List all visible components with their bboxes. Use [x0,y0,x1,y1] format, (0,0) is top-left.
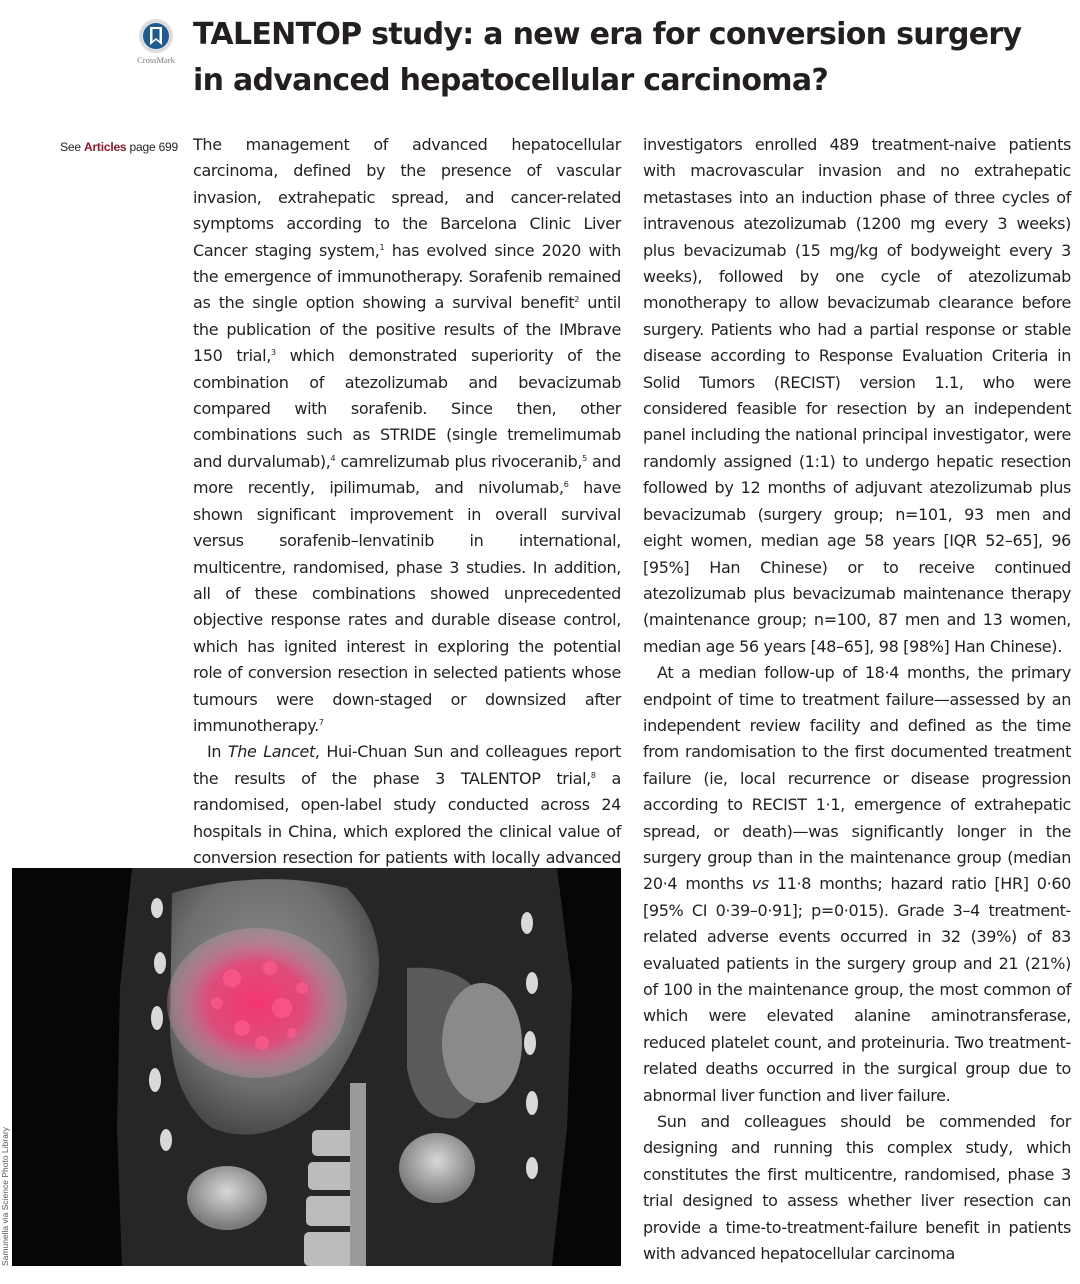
reference-5[interactable]: 5 [582,453,587,463]
paragraph-intro [193,132,621,739]
text-span: In [207,742,228,762]
text-span: , Hui-Chuan Sun and colleagues report the results of the phase 3 TALENTOP trial, [193,742,621,788]
reference-7[interactable]: 7 [318,717,324,727]
journal-name: The Lancet [227,742,315,762]
text-span: camrelizumab plus rivoceranib, [335,451,583,471]
article-title: TALENTOP study: a new era for conversion surgery in advanced hepatocellular carcinoma? [193,17,1022,98]
text-span: have shown significant improvement in overall survival versus sorafenib–lenvatinib in international, multicentre, randomised, phase 3 studies. In addition, all of these combinations showed unprecedented objective response rates and durable disease control, which has ignited interest in exploring the potential role of conversion resection in selected patients whose tumours were down-staged or downsized after immunotherapy. [193,478,621,735]
crossmark-label: CrossMark [137,55,175,65]
text-span: The management of advanced hepatocellular carcinoma, defined by the presence of vascular invasion, extrahepatic spread, and cancer-related symptoms according to the Barcelona Clinic Liver Cancer staging system, [193,135,621,260]
text-span: which demonstrated superiority of the combination of atezolizumab and bevacizumab compared with sorafenib. Since then, other combinations such as STRIDE (single tremelimumab and durvalumab), [193,346,621,471]
see-also-page: page 699 [126,140,178,154]
text-span: and more recently, ipilimumab, and nivolumab, [193,451,621,498]
ct-scan-image [12,868,621,1266]
reference-6[interactable]: 6 [563,480,569,490]
reference-8[interactable]: 8 [590,770,596,780]
tumour-highlight [167,928,347,1078]
spleen [442,983,522,1103]
text-span: a randomised, open-label study conducted across 24 hospitals in China, which explored the clinical value of conversion resection for patients with locally advanced [193,768,621,867]
left-column [193,132,621,898]
versus-italic: vs [751,874,769,894]
text-span: 11·8 months; hazard ratio [HR] 0·60 [95% CI 0·39–0·91]; p=0·015). Grade 3–4 treatment-related adverse events occurred in 32 (39%) of 83 evaluated patients in the surgery group and 21 (21%) of 100 in the maintenance group, the most common of which were elevated alanine aminotransferase, reduced platelet count, and proteinuria. Two treatment-related deaths occurred in the surgical group due to abnormal liver function and liver failure. [643,874,1071,1105]
aorta [350,1083,366,1266]
paragraph-methods: investigators enrolled 489 treatment-naive patients with macrovascular invasion and no extrahepatic metastases into an induction phase of three cycles of intravenous atezolizumab (1200 mg every 3 weeks) plus bevacizumab (15 mg/kg of bodyweight every 3 weeks), followed by one cycle of atezolizumab monotherapy to allow bevacizumab clearance before surgery. Patients who had a partial response or stable disease according to Response Evaluation Criteria in Solid Tumors (RECIST) version 1.1, who were considered feasible for resection by an independent panel including the national principal investigator, were randomly assigned (1:1) to undergo hepatic resection followed by 12 months of adjuvant atezolizumab plus bevacizumab (surgery group; n=101, 93 men and eight women, median age 58 years [IQR 52–65], 96 [95%] Han Chinese) or to receive continued atezolizumab plus bevacizumab maintenance therapy (maintenance group; n=100, 87 men and 13 women, median age 56 years [48–65], 98 [98%] Han Chinese). [643,135,1071,656]
right-kidney [187,1166,267,1230]
reference-3[interactable]: 3 [270,348,276,358]
paragraph-results [643,660,1071,1109]
reference-4[interactable]: 4 [330,453,336,463]
paragraph-commentary: Sun and colleagues should be commended for designing and running this complex study, which constitutes the first multicentre, randomised, phase 3 trial designed to assess whether liver resection can provide a time-to-treatment-failure benefit in patients with advanced hepatocellular carcinoma [643,1112,1071,1264]
crossmark-icon [138,18,174,54]
text-span: has evolved since 2020 with the emergence of immunotherapy. Sorafenib remained as the single option showing a survival benefit [193,240,621,313]
articles-link[interactable]: Articles [83,140,127,154]
crossmark-logo[interactable] [132,18,180,65]
text-span: until the publication of the positive results of the IMbrave 150 trial, [193,293,621,366]
see-also-reference [20,140,178,154]
left-kidney [399,1133,475,1203]
photo-credit: Samunella via Science Photo Library [0,1127,10,1266]
text-span: At a median follow-up of 18·4 months, the primary endpoint of time to treatment failure—assessed by an independent review facility and defined as the time from randomisation to the first documented treatment failure (ie, local recurrence or disease progression according to RECIST 1·1, emergence of extrahepatic spread, or death)—was significantly longer in the surgery group than in the maintenance group (median 20·4 months [643,663,1071,894]
see-also-prefix: See [60,140,84,154]
reference-2[interactable]: 2 [574,295,580,305]
right-column [643,132,1071,1267]
reference-1[interactable]: 1 [379,242,385,252]
